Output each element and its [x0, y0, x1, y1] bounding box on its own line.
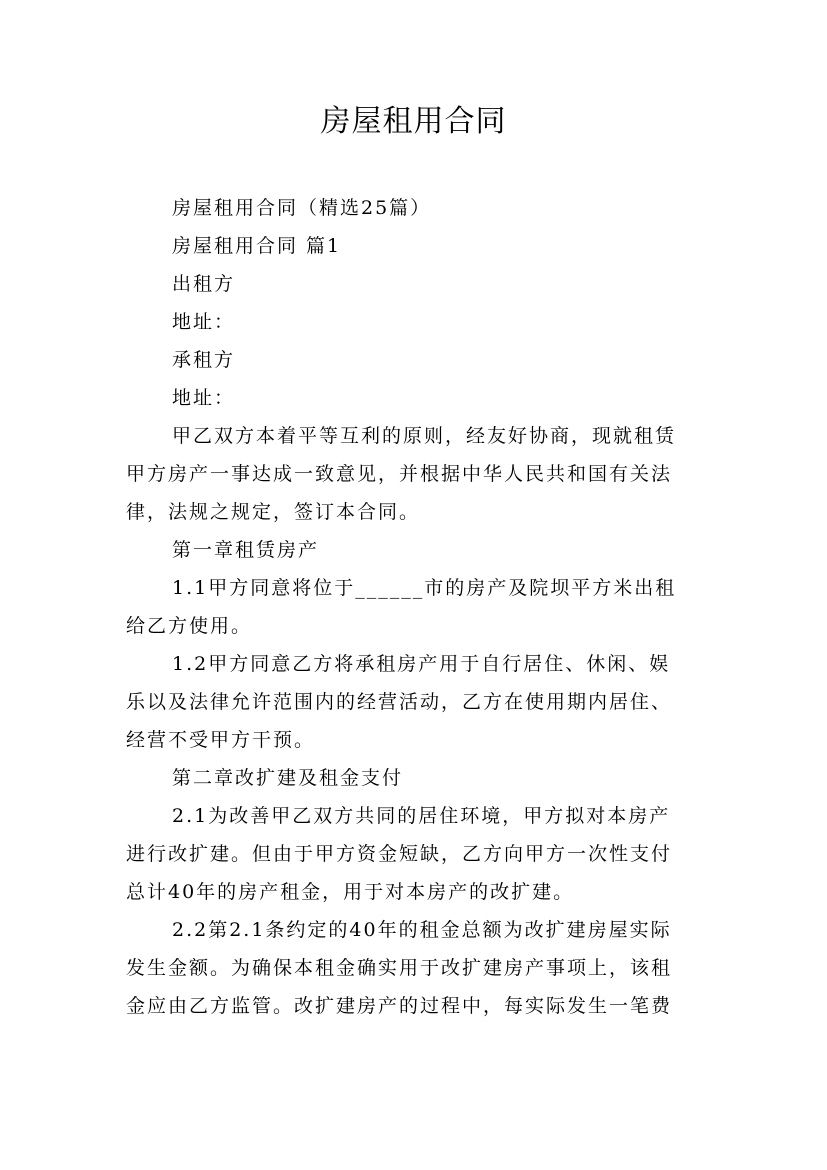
body-line: 发生金额。为确保本租金确实用于改扩建房产事项上，该租: [126, 957, 673, 979]
body-line: 地址：: [172, 311, 236, 333]
body-line: 甲乙双方本着平等互利的原则，经友好协商，现就租赁: [172, 425, 677, 447]
body-line: 经营不受甲方干预。: [126, 729, 316, 751]
body-line: 乐以及法律允许范围内的经营活动，乙方在使用期内居住、: [126, 691, 673, 713]
body-line: 甲方房产一事达成一致意见，并根据中华人民共和国有关法: [126, 463, 673, 485]
body-line: 1.2甲方同意乙方将承租房产用于自行居住、休闲、娱: [172, 653, 671, 675]
body-line: 房屋租用合同（精选25篇）: [172, 197, 432, 219]
body-line: 律，法规之规定，签订本合同。: [126, 501, 421, 523]
body-line: 金应由乙方监管。改扩建房产的过程中，每实际发生一笔费: [126, 995, 673, 1017]
body-line: 进行改扩建。但由于甲方资金短缺，乙方向甲方一次性支付: [126, 843, 673, 865]
body-line: 承租方: [172, 349, 236, 371]
body-line: 1.1甲方同意将位于______市的房产及院坝平方米出租: [172, 577, 677, 599]
body-line: 出租方: [172, 273, 236, 295]
body-line: 第一章租赁房产: [172, 539, 320, 561]
body-line: 第二章改扩建及租金支付: [172, 767, 404, 789]
document-body: [126, 189, 706, 1025]
document-title: 房屋租用合同: [320, 104, 507, 139]
body-line: 给乙方使用。: [126, 615, 253, 637]
body-line: 2.2第2.1条约定的40年的租金总额为改扩建房屋实际: [172, 919, 672, 941]
body-line: 2.1为改善甲乙双方共同的居住环境，甲方拟对本房产: [172, 805, 671, 827]
body-line: 总计40年的房产租金，用于对本房产的改扩建。: [126, 881, 575, 903]
body-line: 地址：: [172, 387, 236, 409]
body-line: 房屋租用合同 篇1: [172, 235, 342, 257]
